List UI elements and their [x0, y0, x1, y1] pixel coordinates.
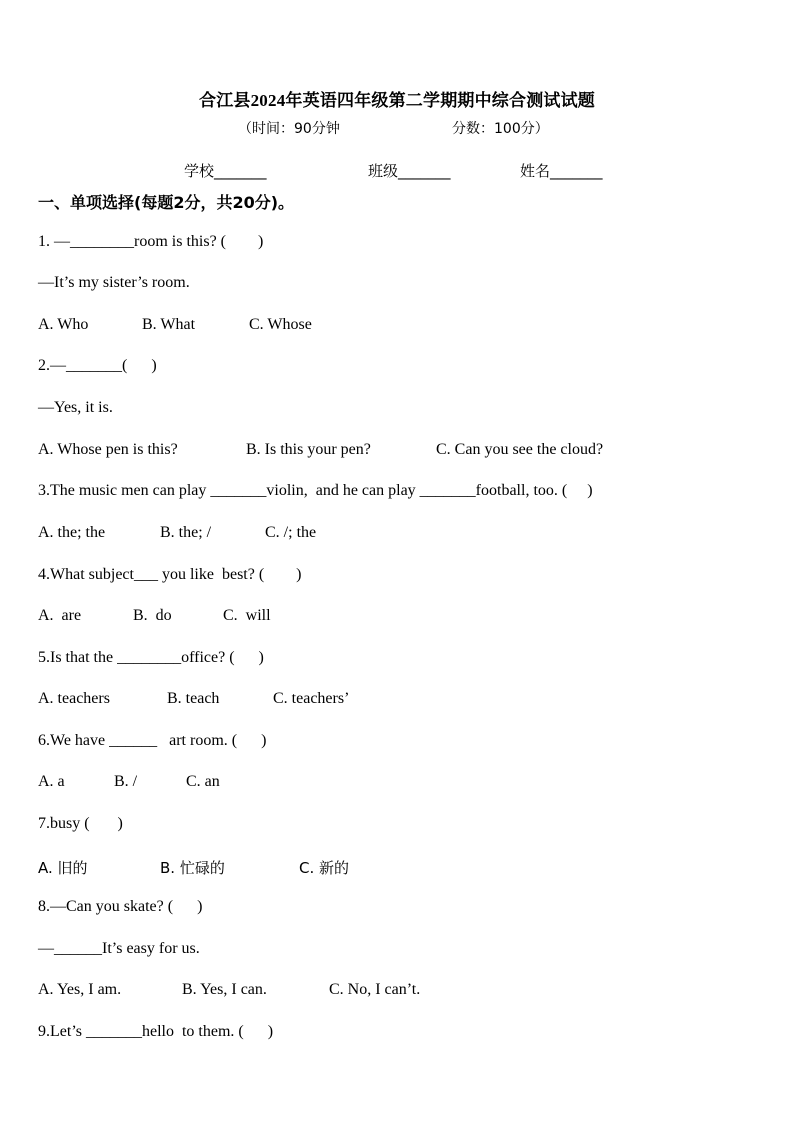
- name-field: 姓名_______: [520, 162, 603, 180]
- question-4-option-a: A. are: [38, 607, 82, 624]
- question-5-option-a: A. teachers: [38, 690, 110, 707]
- school-field: 学校_______: [184, 162, 267, 180]
- question-3-stem: 3.The music men can play _______violin, and he can play _______football, too. ( ): [38, 482, 593, 499]
- question-1-option-c: C. Whose: [249, 316, 312, 333]
- score-info: 分数：100分）: [452, 121, 549, 137]
- class-field: 班级_______: [368, 162, 451, 180]
- question-3-option-c: C. /; the: [265, 524, 317, 541]
- question-6-option-b: B. /: [114, 773, 138, 790]
- question-6-option-a: A. a: [38, 773, 65, 790]
- question-6-option-c: C. an: [186, 773, 220, 790]
- question-2-stem: 2.—_______( ): [38, 357, 157, 374]
- question-1-option-a: A. Who: [38, 316, 89, 333]
- question-9-stem: 9.Let’s _______hello to them. ( ): [38, 1023, 274, 1040]
- question-8-stem: 8.—Can you skate? ( ): [38, 898, 203, 915]
- question-8-reply: —______It’s easy for us.: [38, 940, 200, 957]
- question-8-option-a: A. Yes, I am.: [38, 981, 122, 998]
- question-7-option-a: A. 旧的: [38, 859, 88, 877]
- time-info: （时间：90分钟: [238, 121, 340, 137]
- question-6-stem: 6.We have ______ art room. ( ): [38, 732, 267, 749]
- question-2-option-b: B. Is this your pen?: [246, 441, 371, 458]
- question-5-option-b: B. teach: [167, 690, 220, 707]
- question-3-option-b: B. the; /: [160, 524, 212, 541]
- question-2-option-c: C. Can you see the cloud?: [436, 441, 604, 458]
- question-2-option-a: A. Whose pen is this?: [38, 441, 178, 458]
- page-title: 合江县2024年英语四年级第二学期期中综合测试试题: [199, 91, 595, 110]
- question-2-reply: —Yes, it is.: [38, 399, 113, 416]
- question-3-option-a: A. the; the: [38, 524, 106, 541]
- question-7-option-c: C. 新的: [299, 859, 350, 877]
- question-4-stem: 4.What subject___ you like best? ( ): [38, 566, 302, 583]
- question-5-stem: 5.Is that the ________office? ( ): [38, 649, 264, 666]
- question-1-stem: 1. —________room is this? ( ): [38, 233, 264, 250]
- question-7-option-b: B. 忙碌的: [160, 859, 225, 877]
- section-heading: 一、单项选择(每题2分，共20分)。: [38, 193, 295, 212]
- question-8-option-b: B. Yes, I can.: [182, 981, 267, 998]
- question-5-option-c: C. teachers’: [273, 690, 350, 707]
- question-1-option-b: B. What: [142, 316, 196, 333]
- question-4-option-c: C. will: [223, 607, 271, 624]
- question-7-stem: 7.busy ( ): [38, 815, 123, 832]
- question-1-reply: —It’s my sister’s room.: [38, 274, 190, 291]
- question-8-option-c: C. No, I can’t.: [329, 981, 421, 998]
- question-4-option-b: B. do: [133, 607, 172, 624]
